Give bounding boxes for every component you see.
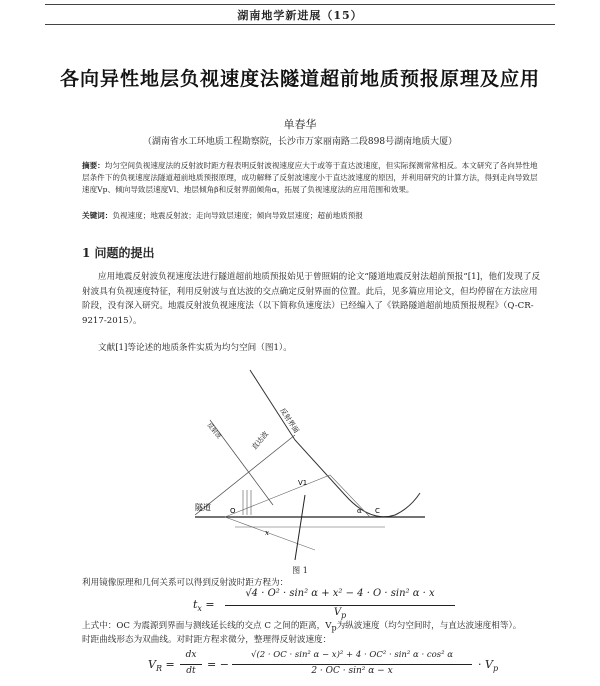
figure-caption: 图 1 <box>292 566 308 575</box>
reflector-curve <box>250 370 420 517</box>
explain-l1-text: 上式中：OC 为震源到界面与测线延长线的交点 C 之间的距离，V <box>82 621 332 631</box>
keywords-label: 关键词： <box>82 211 113 220</box>
keywords <box>82 210 542 222</box>
keywords-text: 负视速度；地震反射波；走向导致层速度；倾向导致层速度；超前地质预报 <box>112 211 363 220</box>
label-tunnel: 隧道 <box>195 503 211 512</box>
affiliation: （湖南省水工环地质工程勘察院，长沙市万家丽南路二段898号湖南地质大厦） <box>142 137 458 147</box>
header-rule-top <box>45 4 555 5</box>
eq2-rhs-num: √(2 · OC · sin² α − x)² + 4 · OC² · sin² α · cos² α <box>251 650 453 660</box>
eq1-lhs-sub: x <box>197 604 202 614</box>
paragraph-2-text: 文献[1]等论述的地质条件实质为均匀空间（图1）。 <box>98 343 292 353</box>
equation-1: $t_x$ = √4 · O² · sin² α + x² − 4 · O · sin² α · x $V_p$ <box>0 588 600 622</box>
equation-2: $V_R$ = dx dt = − √(2 · OC · sin² α − x)² + 4 · OC² · sin² α · cos² α 2 · OC · sin² α − x · $V_p$ <box>148 650 499 676</box>
eq2-tail-sub: p <box>492 664 499 674</box>
receiver-line <box>295 495 305 560</box>
paragraph-1-text: 应用地震反射波负视速度法进行隧道超前地质预报始见于曾照娟的论文“隧道地震反射法超前预报”[1]，他们发现了反射波具有负视速度特征，利用反射波与直达波的交点确定反射界面的位置。此后，见多篇应用论文，但均停留在方法应用阶段，没有深入研究。地震反射波负视速度法（以下简称负速度法）已经编入了《铁路隧道超前地质预报规程》（Q-CR-9217-2015）。 <box>82 272 541 326</box>
label-direct: 直达波 <box>250 430 271 452</box>
mirror-ray <box>225 517 315 550</box>
eq2-lhs-sub: R <box>155 664 162 674</box>
eq2-tail: · V <box>478 658 493 671</box>
hatch-marks <box>243 490 251 515</box>
section-heading: 1 问题的提出 <box>82 246 155 260</box>
label-c: C <box>375 507 380 515</box>
eq2-mid-den: dt <box>186 666 196 676</box>
formula-intro: 利用镜像原理和几何关系可以得到反射波时距方程为： <box>82 578 289 588</box>
explain-l1-sub: p <box>331 623 337 633</box>
label-x: x <box>265 529 269 537</box>
label-v1: V1 <box>298 479 308 487</box>
header-rule-bottom <box>45 24 555 25</box>
label-alpha: α <box>357 507 362 515</box>
abstract-text: 均匀空间负视速度法的反射波时距方程表明反射波视速度应大于或等于直达波速度，但实际探测常常相反。本文研究了各向异性地层条件下的负视速度法隧道超前地质预报原理，成功解释了反射波速度小于直达波速度的原因，并利用研究的计算方法，得到走向导致层速度Vp、倾向导致层速度Vl、地层倾角β和反射界面倾角α，拓展了负视速度法的应用范围和效果。 <box>82 161 538 194</box>
paragraph-2 <box>82 341 542 356</box>
paper-title: 各向异性地层负视速度法隧道超前地质预报原理及应用 <box>59 68 540 90</box>
running-header: 湖南地学新进展（15） <box>237 9 363 22</box>
abstract-label: 摘要： <box>82 161 105 170</box>
paragraph-1 <box>82 270 542 328</box>
eq2-rhs-den: 2 · OC · sin² α − x <box>311 666 393 676</box>
label-reflect-small: 反射波 <box>205 421 223 441</box>
label-o: O <box>230 507 236 515</box>
abstract <box>82 160 542 196</box>
eq1-den-v: V <box>333 607 342 618</box>
explain-line-2: 时距曲线形态为双曲线。对时距方程求微分，整理得反射波速度： <box>82 635 332 645</box>
eq1-lhs: t <box>193 598 198 611</box>
eq2-rhs-line <box>232 664 472 665</box>
author: 单春华 <box>283 118 317 131</box>
eq2-lhs: V <box>148 658 156 671</box>
eq1-fraction-line <box>225 605 455 606</box>
eq1-numerator: √4 · O² · sin² α + x² − 4 · O · sin² α · x <box>245 588 435 599</box>
eq1-den-sub: p <box>341 611 347 620</box>
eq2-mid-line <box>180 664 202 665</box>
eq2-mid-num: dx <box>185 650 197 660</box>
label-reflector: 反射界面 <box>278 406 301 435</box>
explain-l1-end: 为纵波速度（均匀空间时，与直达波速度相等）。 <box>336 621 522 631</box>
figure-1 <box>195 365 425 560</box>
